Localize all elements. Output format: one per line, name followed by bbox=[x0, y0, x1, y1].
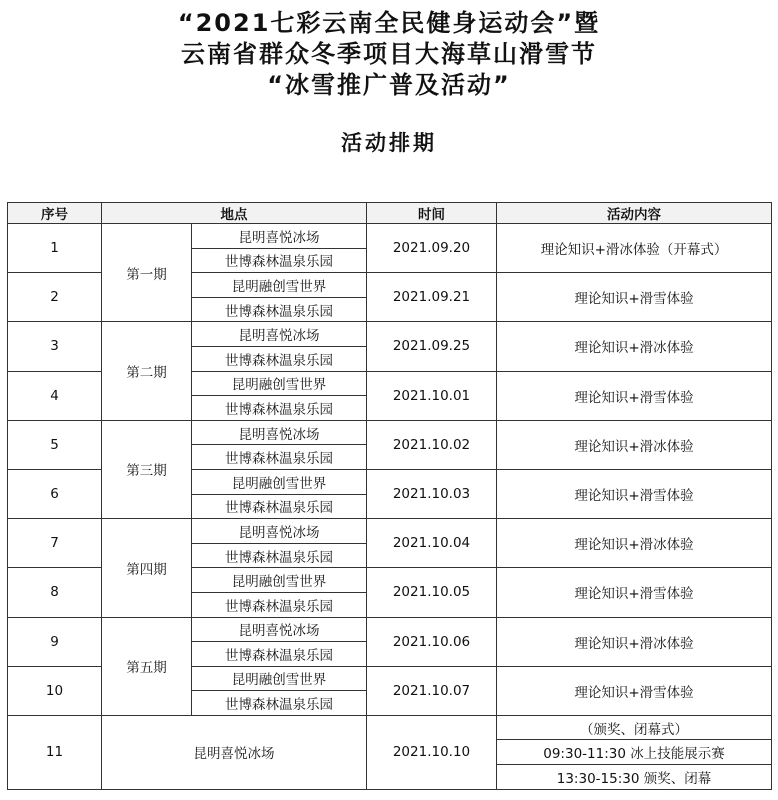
header-location: 地点 bbox=[102, 203, 367, 224]
date-cell: 2021.09.20 bbox=[367, 224, 497, 273]
content-cell: 理论知识+滑冰体验 bbox=[497, 617, 772, 666]
venue-cell: 世博森林温泉乐园 bbox=[192, 642, 367, 667]
period-label: 第二期 bbox=[102, 322, 192, 420]
final-content-cell: 13:30-15:30 颁奖、闭幕 bbox=[497, 765, 772, 790]
row-number: 6 bbox=[8, 469, 102, 518]
period-label: 第一期 bbox=[102, 224, 192, 322]
title-line-3: “冰雪推广普及活动” bbox=[267, 71, 511, 99]
period-label: 第三期 bbox=[102, 420, 192, 518]
table-row bbox=[8, 420, 772, 445]
header-date: 时间 bbox=[367, 203, 497, 224]
content-cell: 理论知识+滑冰体验 bbox=[497, 519, 772, 568]
date-cell: 2021.10.10 bbox=[367, 715, 497, 789]
row-number: 4 bbox=[8, 371, 102, 420]
content-cell: 理论知识+滑雪体验 bbox=[497, 273, 772, 322]
row-number: 9 bbox=[8, 617, 102, 666]
venue-cell: 世博森林温泉乐园 bbox=[192, 494, 367, 519]
row-number: 1 bbox=[8, 224, 102, 273]
date-cell: 2021.10.04 bbox=[367, 519, 497, 568]
date-cell: 2021.10.05 bbox=[367, 568, 497, 617]
date-cell: 2021.09.25 bbox=[367, 322, 497, 371]
header-no: 序号 bbox=[8, 203, 102, 224]
table-row bbox=[8, 519, 772, 544]
row-number: 7 bbox=[8, 519, 102, 568]
date-cell: 2021.10.07 bbox=[367, 666, 497, 715]
date-cell: 2021.09.21 bbox=[367, 273, 497, 322]
row-number: 11 bbox=[8, 715, 102, 789]
date-cell: 2021.10.01 bbox=[367, 371, 497, 420]
content-cell: 理论知识+滑雪体验 bbox=[497, 371, 772, 420]
final-content-cell: 09:30-11:30 冰上技能展示赛 bbox=[497, 740, 772, 765]
content-cell: 理论知识+滑冰体验 bbox=[497, 322, 772, 371]
venue-cell: 昆明融创雪世界 bbox=[192, 371, 367, 396]
title-line-2: 云南省群众冬季项目大海草山滑雪节 bbox=[181, 40, 597, 68]
table-header-row bbox=[8, 203, 772, 224]
period-label: 第五期 bbox=[102, 617, 192, 715]
date-cell: 2021.10.02 bbox=[367, 420, 497, 469]
table-row bbox=[8, 224, 772, 249]
row-number: 3 bbox=[8, 322, 102, 371]
venue-cell: 昆明喜悦冰场 bbox=[192, 224, 367, 249]
venue-cell: 昆明喜悦冰场 bbox=[192, 519, 367, 544]
venue-cell: 世博森林温泉乐园 bbox=[192, 396, 367, 421]
venue-cell: 昆明喜悦冰场 bbox=[192, 617, 367, 642]
header-content: 活动内容 bbox=[497, 203, 772, 224]
venue-cell: 昆明融创雪世界 bbox=[192, 273, 367, 298]
venue-cell: 世博森林温泉乐园 bbox=[192, 248, 367, 273]
content-cell: 理论知识+滑冰体验 bbox=[497, 420, 772, 469]
content-cell: 理论知识+滑冰体验（开幕式） bbox=[497, 224, 772, 273]
row-number: 2 bbox=[8, 273, 102, 322]
table-row-final bbox=[8, 715, 772, 740]
content-cell: 理论知识+滑雪体验 bbox=[497, 666, 772, 715]
row-number: 5 bbox=[8, 420, 102, 469]
venue-cell: 世博森林温泉乐园 bbox=[192, 691, 367, 716]
date-cell: 2021.10.03 bbox=[367, 469, 497, 518]
schedule-table bbox=[7, 202, 772, 790]
content-cell: 理论知识+滑雪体验 bbox=[497, 469, 772, 518]
schedule-body bbox=[8, 224, 772, 790]
venue-cell: 昆明喜悦冰场 bbox=[192, 322, 367, 347]
schedule-subtitle: 活动排期 bbox=[341, 131, 437, 155]
title-line-1: “2021七彩云南全民健身运动会”暨 bbox=[177, 9, 601, 37]
date-cell: 2021.10.06 bbox=[367, 617, 497, 666]
venue-cell: 世博森林温泉乐园 bbox=[192, 543, 367, 568]
venue-cell: 昆明喜悦冰场 bbox=[192, 420, 367, 445]
row-number: 10 bbox=[8, 666, 102, 715]
venue-cell: 世博森林温泉乐园 bbox=[192, 445, 367, 470]
table-row bbox=[8, 322, 772, 347]
final-venue-cell: 昆明喜悦冰场 bbox=[102, 715, 367, 789]
venue-cell: 世博森林温泉乐园 bbox=[192, 346, 367, 371]
content-cell: 理论知识+滑雪体验 bbox=[497, 568, 772, 617]
venue-cell: 昆明融创雪世界 bbox=[192, 568, 367, 593]
venue-cell: 世博森林温泉乐园 bbox=[192, 592, 367, 617]
table-row bbox=[8, 617, 772, 642]
venue-cell: 世博森林温泉乐园 bbox=[192, 297, 367, 322]
venue-cell: 昆明融创雪世界 bbox=[192, 469, 367, 494]
venue-cell: 昆明融创雪世界 bbox=[192, 666, 367, 691]
document-title bbox=[0, 8, 778, 101]
final-content-cell: （颁奖、闭幕式） bbox=[497, 715, 772, 740]
row-number: 8 bbox=[8, 568, 102, 617]
period-label: 第四期 bbox=[102, 519, 192, 617]
